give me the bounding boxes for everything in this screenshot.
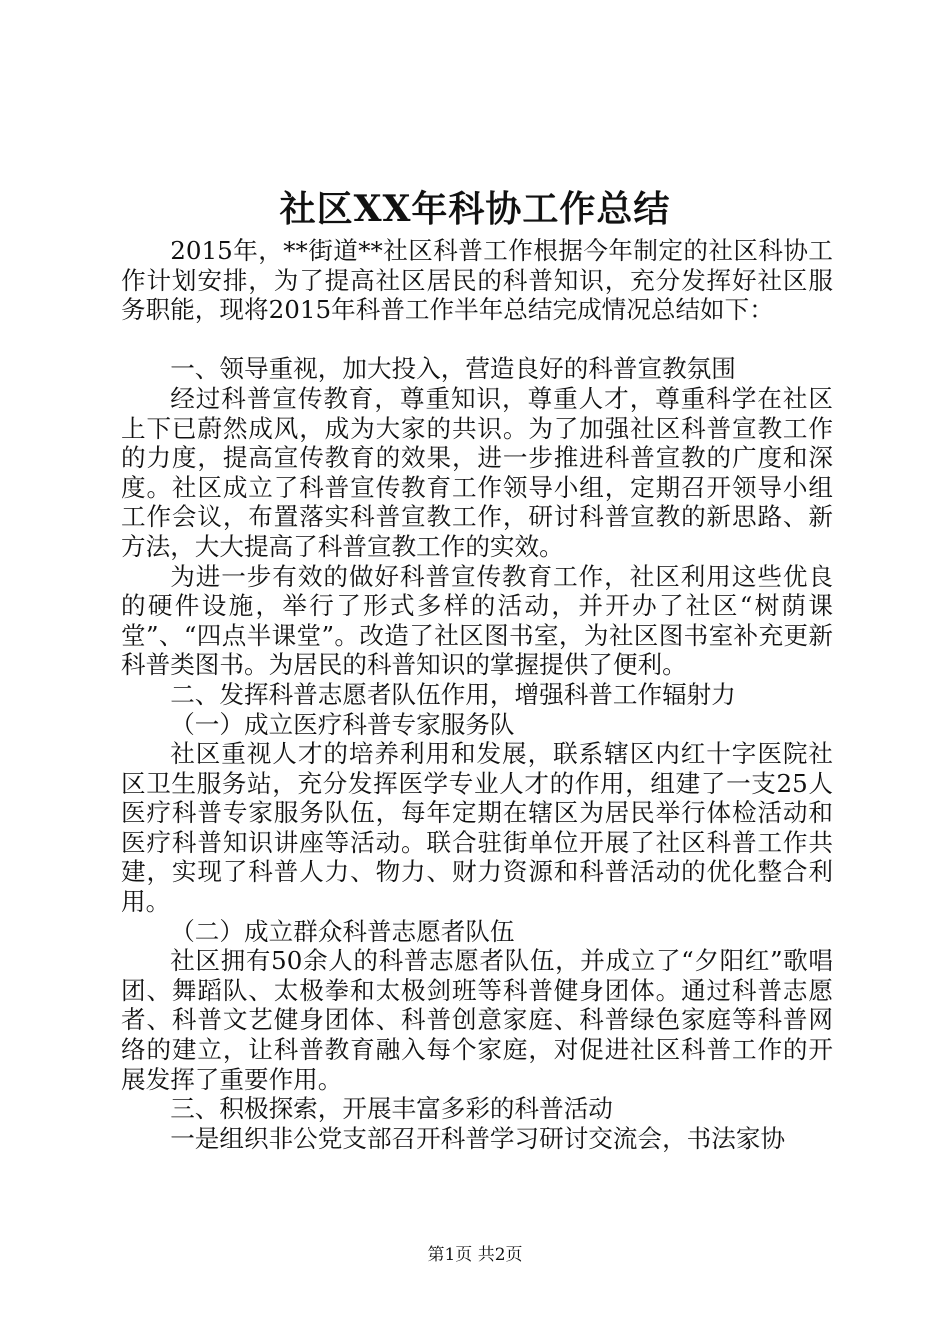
body-paragraph: 社区拥有50余人的科普志愿者队伍，并成立了“夕阳红”歌唱团、舞蹈队、太极拳和太极剑班等科普健身团体。通过科普志愿者、科普文艺健身团体、科普创意家庭、科普绿色家庭等科普网络的建立，让科普教育融入每个家庭，对促进社区科普工作的开展发挥了重要作用。 [121,946,833,1094]
subsection-heading-1: （一）成立医疗科普专家服务队 [170,709,515,739]
section-heading-3: 三、积极探索，开展丰富多彩的科普活动 [170,1094,613,1124]
body-paragraph: 为进一步有效的做好科普宣传教育工作，社区利用这些优良的硬件设施，举行了形式多样的活动，并开办了社区“树荫课堂”、“四点半课堂”。改造了社区图书室，为社区图书室补充更新科普类图书。为居民的科普知识的掌握提供了便利。 [121,561,833,680]
subsection-heading-2: （二）成立群众科普志愿者队伍 [170,916,515,946]
section-heading-1: 一、领导重视，加大投入，营造良好的科普宣教氛围 [170,354,736,384]
body-paragraph: 一是组织非公党支部召开科普学习研讨交流会，书法家协 [170,1123,786,1153]
body-paragraph: 经过科普宣传教育，尊重知识，尊重人才，尊重科学在社区上下已蔚然成风，成为大家的共识。为了加强社区科普宣教工作的力度，提高宣传教育的效果，进一步推进科普宣教的广度和深度。社区成立了科普宣传教育工作领导小组，定期召开领导小组工作会议，布置落实科普宣教工作，研讨科普宣教的新思路、新方法，大大提高了科普宣教工作的实效。 [121,383,833,561]
intro-paragraph: 2015年，**街道**社区科普工作根据今年制定的社区科协工作计划安排，为了提高社区居民的科普知识，充分发挥好社区服务职能，现将2015年科普工作半年总结完成情况总结如下： [121,236,833,325]
page-number-footer: 第1页 共2页 [427,1245,523,1265]
document-title: 社区XX年科协工作总结 [279,188,671,230]
body-paragraph: 社区重视人才的培养利用和发展，联系辖区内红十字医院社区卫生服务站，充分发挥医学专业人才的作用，组建了一支25人医疗科普专家服务队伍，每年定期在辖区为居民举行体检活动和医疗科普知识讲座等活动。联合驻街单位开展了社区科普工作共建，实现了科普人力、物力、财力资源和科普活动的优化整合利用。 [121,739,833,917]
document-body [121,236,833,1153]
section-heading-2: 二、发挥科普志愿者队伍作用，增强科普工作辐射力 [170,679,736,709]
